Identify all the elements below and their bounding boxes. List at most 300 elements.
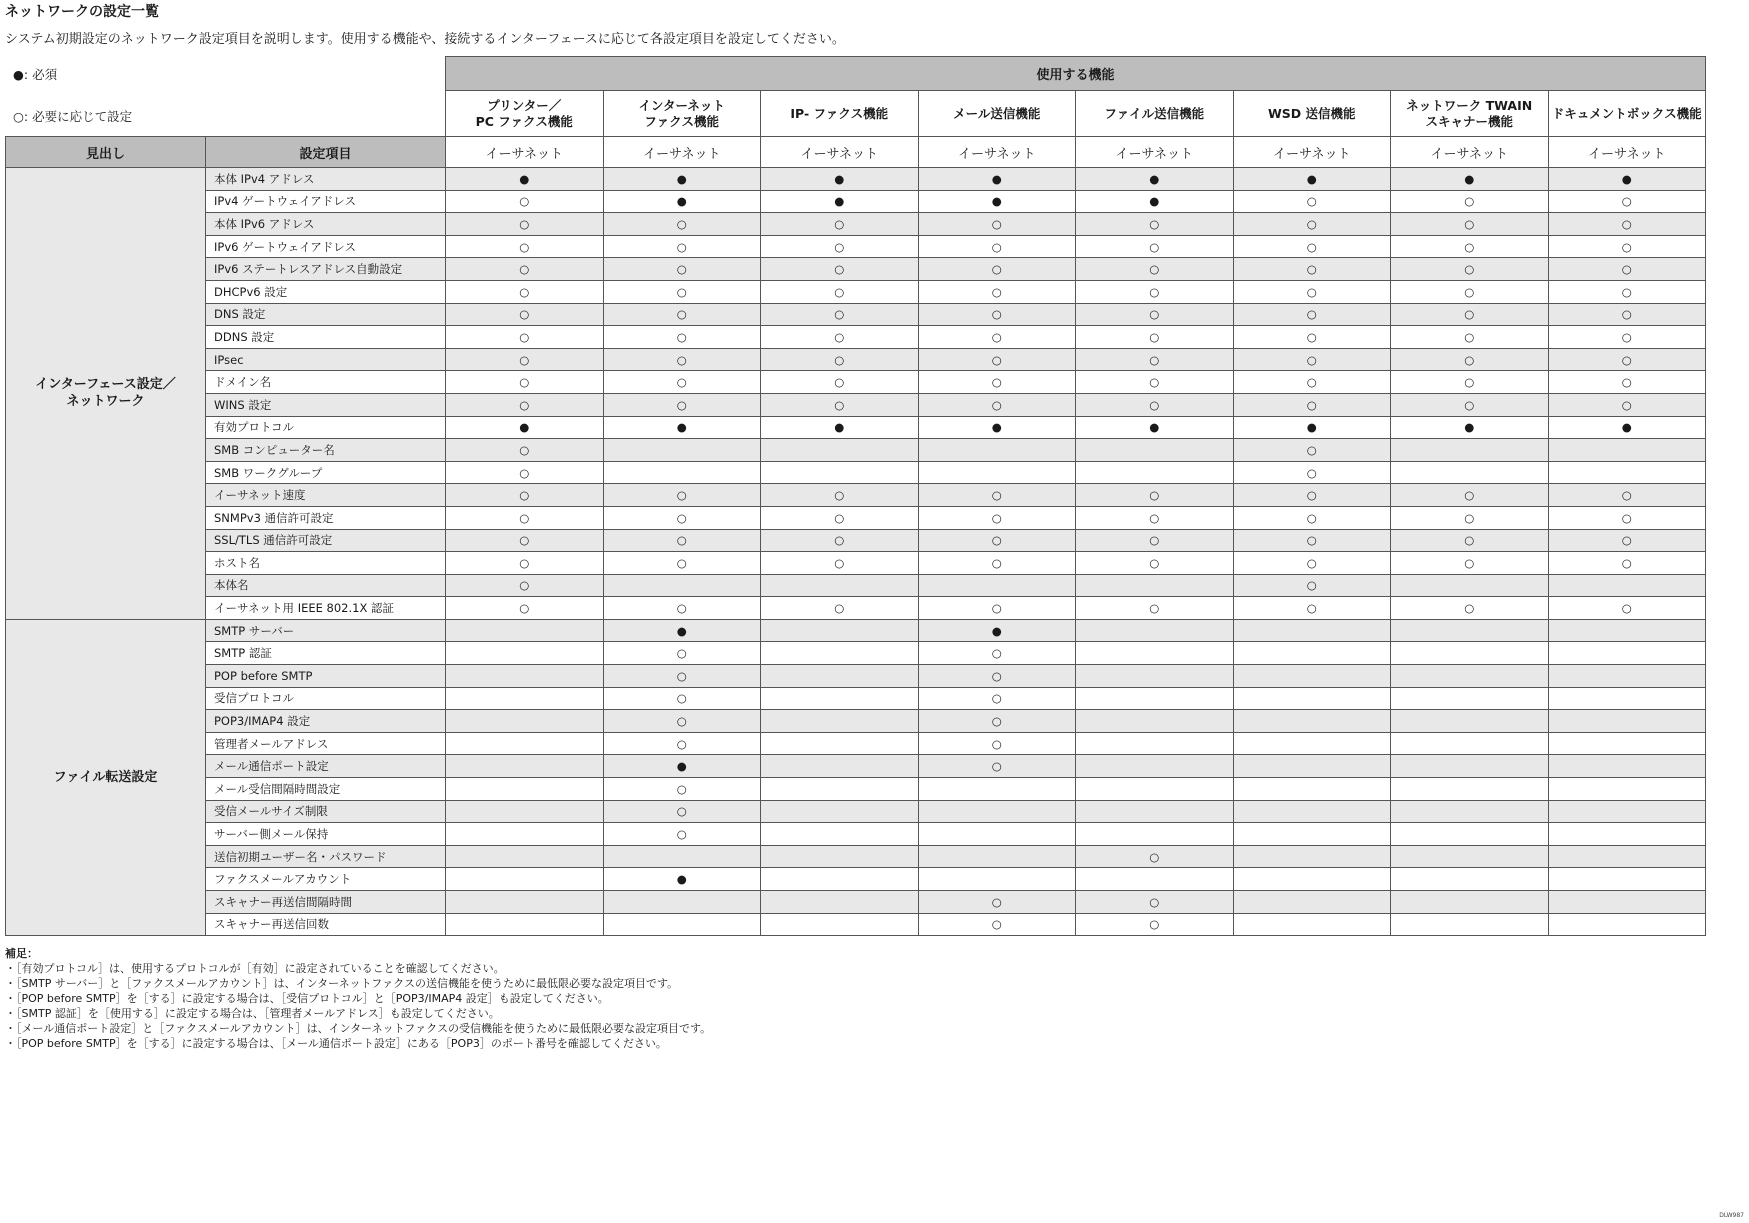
setting-item-label: メール通信ポート設定 bbox=[206, 755, 446, 778]
empty-cell bbox=[446, 800, 604, 823]
optional-mark: ○ bbox=[761, 348, 919, 371]
function-column-label: PC ファクス機能 bbox=[475, 113, 573, 129]
optional-mark: ○ bbox=[1076, 484, 1234, 507]
required-mark: ● bbox=[603, 190, 761, 213]
empty-cell bbox=[1076, 755, 1234, 778]
setting-item-label: SNMPv3 通信許可設定 bbox=[206, 506, 446, 529]
optional-mark: ○ bbox=[761, 597, 919, 620]
required-mark: ● bbox=[761, 168, 919, 191]
table-row bbox=[6, 891, 1706, 914]
empty-cell bbox=[918, 574, 1076, 597]
empty-cell bbox=[1233, 642, 1391, 665]
setting-item-label: SSL/TLS 通信許可設定 bbox=[206, 529, 446, 552]
table-row bbox=[6, 597, 1706, 620]
empty-cell bbox=[918, 800, 1076, 823]
optional-mark: ○ bbox=[1548, 552, 1706, 575]
optional-mark: ○ bbox=[918, 891, 1076, 914]
optional-mark: ○ bbox=[446, 326, 604, 349]
function-column-label: ドキュメントボックス機能 bbox=[1551, 105, 1702, 121]
optional-mark: ○ bbox=[1548, 280, 1706, 303]
setting-item-label: サーバー側メール保持 bbox=[206, 823, 446, 846]
optional-mark: ○ bbox=[1076, 506, 1234, 529]
empty-cell bbox=[446, 891, 604, 914]
legend-optional: ○: 必要に応じて設定 bbox=[13, 109, 133, 124]
setting-item-label: ファクスメールアカウント bbox=[206, 868, 446, 891]
empty-cell bbox=[1076, 642, 1234, 665]
optional-mark: ○ bbox=[1391, 190, 1549, 213]
optional-mark: ○ bbox=[446, 213, 604, 236]
empty-cell bbox=[1076, 732, 1234, 755]
function-column-header bbox=[603, 91, 761, 137]
required-mark: ● bbox=[1391, 416, 1549, 439]
empty-cell bbox=[1548, 665, 1706, 688]
function-column-label: ファイル送信機能 bbox=[1104, 105, 1205, 121]
empty-cell bbox=[761, 665, 919, 688]
empty-cell bbox=[603, 913, 761, 936]
required-mark: ● bbox=[918, 168, 1076, 191]
optional-mark: ○ bbox=[761, 326, 919, 349]
table-row bbox=[6, 461, 1706, 484]
optional-mark: ○ bbox=[603, 371, 761, 394]
required-mark: ● bbox=[603, 868, 761, 891]
optional-mark: ○ bbox=[603, 280, 761, 303]
optional-mark: ○ bbox=[1391, 303, 1549, 326]
setting-item-label: スキャナー再送信間隔時間 bbox=[206, 891, 446, 914]
required-mark: ● bbox=[1233, 416, 1391, 439]
optional-mark: ○ bbox=[446, 393, 604, 416]
function-column-label: ネットワーク TWAIN bbox=[1406, 97, 1533, 113]
table-row bbox=[6, 393, 1706, 416]
optional-mark: ○ bbox=[1391, 280, 1549, 303]
note-line: ・［POP before SMTP］を［する］に設定する場合は、［メール通信ポート設定］にある［POP3］のポート番号を確認してください。 bbox=[5, 1037, 667, 1050]
note-line: ・［メール通信ポート設定］と［ファクスメールアカウント］は、インターネットファクスの受信機能を使うために最低限必要な設定項目です。 bbox=[5, 1022, 712, 1035]
interface-label: イーサネット bbox=[1233, 137, 1391, 168]
empty-cell bbox=[1076, 778, 1234, 801]
empty-cell bbox=[1391, 687, 1549, 710]
empty-cell bbox=[918, 439, 1076, 462]
optional-mark: ○ bbox=[1391, 348, 1549, 371]
table-row bbox=[6, 732, 1706, 755]
table-row bbox=[6, 280, 1706, 303]
empty-cell bbox=[918, 461, 1076, 484]
empty-cell bbox=[1076, 439, 1234, 462]
interface-label: イーサネット bbox=[761, 137, 919, 168]
optional-mark: ○ bbox=[603, 506, 761, 529]
table-row bbox=[6, 235, 1706, 258]
optional-mark: ○ bbox=[603, 687, 761, 710]
setting-item-label: POP3/IMAP4 設定 bbox=[206, 710, 446, 733]
optional-mark: ○ bbox=[446, 574, 604, 597]
empty-cell bbox=[1391, 823, 1549, 846]
optional-mark: ○ bbox=[1548, 303, 1706, 326]
setting-item-label: POP before SMTP bbox=[206, 665, 446, 688]
optional-mark: ○ bbox=[918, 235, 1076, 258]
optional-mark: ○ bbox=[1233, 597, 1391, 620]
optional-mark: ○ bbox=[1233, 529, 1391, 552]
table-row bbox=[6, 529, 1706, 552]
setting-item-label: 本体名 bbox=[206, 574, 446, 597]
empty-cell bbox=[761, 800, 919, 823]
table-row bbox=[6, 642, 1706, 665]
optional-mark: ○ bbox=[603, 235, 761, 258]
optional-mark: ○ bbox=[1391, 258, 1549, 281]
empty-cell bbox=[1391, 800, 1549, 823]
note-line: ・［有効プロトコル］は、使用するプロトコルが［有効］に設定されていることを確認してください。 bbox=[5, 962, 505, 975]
optional-mark: ○ bbox=[1076, 529, 1234, 552]
empty-cell bbox=[761, 823, 919, 846]
setting-item-label: イーサネット用 IEEE 802.1X 認証 bbox=[206, 597, 446, 620]
empty-cell bbox=[1391, 755, 1549, 778]
optional-mark: ○ bbox=[446, 484, 604, 507]
table-row bbox=[6, 190, 1706, 213]
optional-mark: ○ bbox=[1076, 597, 1234, 620]
empty-cell bbox=[761, 461, 919, 484]
optional-mark: ○ bbox=[1233, 393, 1391, 416]
empty-cell bbox=[761, 755, 919, 778]
required-mark: ● bbox=[1076, 190, 1234, 213]
table-row bbox=[6, 868, 1706, 891]
setting-item-label: イーサネット速度 bbox=[206, 484, 446, 507]
optional-mark: ○ bbox=[1548, 393, 1706, 416]
optional-mark: ○ bbox=[918, 393, 1076, 416]
optional-mark: ○ bbox=[918, 755, 1076, 778]
optional-mark: ○ bbox=[1233, 303, 1391, 326]
optional-mark: ○ bbox=[603, 597, 761, 620]
optional-mark: ○ bbox=[1391, 552, 1549, 575]
empty-cell bbox=[1548, 891, 1706, 914]
required-mark: ● bbox=[1076, 168, 1234, 191]
table-row bbox=[6, 800, 1706, 823]
function-column-header bbox=[1076, 91, 1234, 137]
optional-mark: ○ bbox=[761, 303, 919, 326]
empty-cell bbox=[1233, 823, 1391, 846]
empty-cell bbox=[1233, 732, 1391, 755]
setting-item-label: 受信プロトコル bbox=[206, 687, 446, 710]
table-row bbox=[6, 755, 1706, 778]
optional-mark: ○ bbox=[761, 393, 919, 416]
required-mark: ● bbox=[603, 755, 761, 778]
function-column-label: プリンター／ bbox=[487, 97, 562, 113]
empty-cell bbox=[918, 868, 1076, 891]
optional-mark: ○ bbox=[1391, 213, 1549, 236]
empty-cell bbox=[1391, 665, 1549, 688]
optional-mark: ○ bbox=[446, 235, 604, 258]
optional-mark: ○ bbox=[761, 235, 919, 258]
optional-mark: ○ bbox=[603, 303, 761, 326]
optional-mark: ○ bbox=[1233, 235, 1391, 258]
empty-cell bbox=[1548, 461, 1706, 484]
optional-mark: ○ bbox=[1233, 439, 1391, 462]
optional-mark: ○ bbox=[446, 280, 604, 303]
empty-cell bbox=[446, 778, 604, 801]
optional-mark: ○ bbox=[603, 710, 761, 733]
optional-mark: ○ bbox=[603, 665, 761, 688]
optional-mark: ○ bbox=[1233, 461, 1391, 484]
optional-mark: ○ bbox=[446, 371, 604, 394]
optional-mark: ○ bbox=[918, 552, 1076, 575]
empty-cell bbox=[1076, 823, 1234, 846]
optional-mark: ○ bbox=[918, 484, 1076, 507]
optional-mark: ○ bbox=[1548, 213, 1706, 236]
empty-cell bbox=[761, 710, 919, 733]
function-column-header bbox=[918, 91, 1076, 137]
empty-cell bbox=[761, 778, 919, 801]
required-mark: ● bbox=[1391, 168, 1549, 191]
optional-mark: ○ bbox=[446, 190, 604, 213]
optional-mark: ○ bbox=[1391, 235, 1549, 258]
optional-mark: ○ bbox=[603, 326, 761, 349]
empty-cell bbox=[1076, 619, 1234, 642]
optional-mark: ○ bbox=[603, 800, 761, 823]
optional-mark: ○ bbox=[918, 326, 1076, 349]
function-column-header bbox=[761, 91, 919, 137]
table-row bbox=[6, 619, 1706, 642]
optional-mark: ○ bbox=[1233, 506, 1391, 529]
function-header: 使用する機能 bbox=[446, 57, 1706, 91]
empty-cell bbox=[1076, 800, 1234, 823]
table-row bbox=[6, 665, 1706, 688]
empty-cell bbox=[918, 845, 1076, 868]
optional-mark: ○ bbox=[1391, 484, 1549, 507]
empty-cell bbox=[1548, 439, 1706, 462]
optional-mark: ○ bbox=[1233, 371, 1391, 394]
notes bbox=[5, 946, 711, 1051]
optional-mark: ○ bbox=[1076, 213, 1234, 236]
empty-cell bbox=[446, 913, 604, 936]
empty-cell bbox=[446, 755, 604, 778]
setting-item-label: ホスト名 bbox=[206, 552, 446, 575]
optional-mark: ○ bbox=[1548, 484, 1706, 507]
optional-mark: ○ bbox=[761, 280, 919, 303]
table-row bbox=[6, 823, 1706, 846]
empty-cell bbox=[446, 732, 604, 755]
optional-mark: ○ bbox=[603, 484, 761, 507]
required-mark: ● bbox=[1233, 168, 1391, 191]
required-mark: ● bbox=[1076, 416, 1234, 439]
setting-item-label: 送信初期ユーザー名・パスワード bbox=[206, 845, 446, 868]
optional-mark: ○ bbox=[918, 506, 1076, 529]
empty-cell bbox=[446, 687, 604, 710]
empty-cell bbox=[1548, 868, 1706, 891]
function-column-label: ファクス機能 bbox=[644, 113, 720, 129]
legend-required: ●: 必須 bbox=[13, 67, 58, 82]
optional-mark: ○ bbox=[1391, 597, 1549, 620]
figure-code: DLW987 bbox=[1719, 1212, 1744, 1219]
empty-cell bbox=[1233, 800, 1391, 823]
empty-cell bbox=[1548, 710, 1706, 733]
empty-cell bbox=[1548, 687, 1706, 710]
optional-mark: ○ bbox=[1233, 213, 1391, 236]
optional-mark: ○ bbox=[1233, 552, 1391, 575]
empty-cell bbox=[918, 823, 1076, 846]
required-mark: ● bbox=[918, 619, 1076, 642]
optional-mark: ○ bbox=[761, 213, 919, 236]
network-settings-table bbox=[5, 56, 1706, 936]
optional-mark: ○ bbox=[1548, 529, 1706, 552]
section-heading-line: ネットワーク bbox=[66, 394, 145, 410]
empty-cell bbox=[446, 710, 604, 733]
page-title: ネットワークの設定一覧 bbox=[5, 4, 159, 20]
required-mark: ● bbox=[1548, 168, 1706, 191]
empty-cell bbox=[761, 913, 919, 936]
required-mark: ● bbox=[918, 190, 1076, 213]
optional-mark: ○ bbox=[1076, 371, 1234, 394]
interface-label: イーサネット bbox=[1391, 137, 1549, 168]
table-row bbox=[6, 506, 1706, 529]
empty-cell bbox=[1076, 868, 1234, 891]
optional-mark: ○ bbox=[1076, 258, 1234, 281]
optional-mark: ○ bbox=[1233, 574, 1391, 597]
empty-cell bbox=[1076, 574, 1234, 597]
optional-mark: ○ bbox=[761, 371, 919, 394]
optional-mark: ○ bbox=[603, 642, 761, 665]
optional-mark: ○ bbox=[918, 642, 1076, 665]
required-mark: ● bbox=[603, 619, 761, 642]
required-mark: ● bbox=[603, 168, 761, 191]
optional-mark: ○ bbox=[446, 348, 604, 371]
function-column-label: スキャナー機能 bbox=[1425, 113, 1513, 129]
optional-mark: ○ bbox=[446, 461, 604, 484]
optional-mark: ○ bbox=[446, 506, 604, 529]
optional-mark: ○ bbox=[1391, 506, 1549, 529]
table-row bbox=[6, 710, 1706, 733]
optional-mark: ○ bbox=[918, 710, 1076, 733]
setting-item-label: SMB コンピューター名 bbox=[206, 439, 446, 462]
setting-item-label: DNS 設定 bbox=[206, 303, 446, 326]
optional-mark: ○ bbox=[603, 348, 761, 371]
empty-cell bbox=[1548, 845, 1706, 868]
optional-mark: ○ bbox=[1391, 371, 1549, 394]
optional-mark: ○ bbox=[1076, 552, 1234, 575]
optional-mark: ○ bbox=[918, 303, 1076, 326]
empty-cell bbox=[1233, 665, 1391, 688]
empty-cell bbox=[1233, 710, 1391, 733]
optional-mark: ○ bbox=[1076, 891, 1234, 914]
optional-mark: ○ bbox=[918, 258, 1076, 281]
function-column-label: WSD 送信機能 bbox=[1267, 105, 1356, 121]
optional-mark: ○ bbox=[446, 529, 604, 552]
table-row bbox=[6, 687, 1706, 710]
empty-cell bbox=[1548, 642, 1706, 665]
optional-mark: ○ bbox=[603, 732, 761, 755]
table-row bbox=[6, 168, 1706, 191]
optional-mark: ○ bbox=[1076, 235, 1234, 258]
required-mark: ● bbox=[446, 168, 604, 191]
empty-cell bbox=[1548, 619, 1706, 642]
note-line: ・［POP before SMTP］を［する］に設定する場合は、［受信プロトコル］と［POP3/IMAP4 設定］も設定してください。 bbox=[5, 992, 609, 1005]
optional-mark: ○ bbox=[1076, 303, 1234, 326]
empty-cell bbox=[1548, 732, 1706, 755]
heading-column-header: 見出し bbox=[6, 137, 206, 168]
table-row bbox=[6, 371, 1706, 394]
function-column-header bbox=[1391, 91, 1549, 137]
table-row bbox=[6, 326, 1706, 349]
setting-item-label: SMTP 認証 bbox=[206, 642, 446, 665]
table-row bbox=[6, 484, 1706, 507]
optional-mark: ○ bbox=[918, 665, 1076, 688]
legend-area bbox=[6, 57, 446, 137]
table-row bbox=[6, 778, 1706, 801]
optional-mark: ○ bbox=[1391, 326, 1549, 349]
empty-cell bbox=[1391, 868, 1549, 891]
empty-cell bbox=[1233, 845, 1391, 868]
optional-mark: ○ bbox=[1233, 190, 1391, 213]
interface-label: イーサネット bbox=[1076, 137, 1234, 168]
optional-mark: ○ bbox=[1076, 348, 1234, 371]
table-row bbox=[6, 552, 1706, 575]
empty-cell bbox=[1233, 778, 1391, 801]
function-column-label: インターネット bbox=[638, 97, 725, 113]
optional-mark: ○ bbox=[1076, 326, 1234, 349]
optional-mark: ○ bbox=[603, 778, 761, 801]
setting-item-label: IPv4 ゲートウェイアドレス bbox=[206, 190, 446, 213]
optional-mark: ○ bbox=[1076, 845, 1234, 868]
interface-label: イーサネット bbox=[446, 137, 604, 168]
empty-cell bbox=[446, 642, 604, 665]
empty-cell bbox=[761, 891, 919, 914]
empty-cell bbox=[446, 619, 604, 642]
table-row bbox=[6, 845, 1706, 868]
table-row bbox=[6, 913, 1706, 936]
note-line: ・［SMTP 認証］を［使用する］に設定する場合は、［管理者メールアドレス］も設定してください。 bbox=[5, 1007, 500, 1020]
optional-mark: ○ bbox=[761, 258, 919, 281]
section-heading bbox=[6, 168, 206, 620]
empty-cell bbox=[1233, 687, 1391, 710]
setting-item-label: SMTP サーバー bbox=[206, 619, 446, 642]
note-line: ・［SMTP サーバー］と［ファクスメールアカウント］は、インターネットファクスの送信機能を使うために最低限必要な設定項目です。 bbox=[5, 977, 679, 990]
item-column-header: 設定項目 bbox=[206, 137, 446, 168]
optional-mark: ○ bbox=[446, 303, 604, 326]
setting-item-label: メール受信間隔時間設定 bbox=[206, 778, 446, 801]
optional-mark: ○ bbox=[603, 213, 761, 236]
interface-label: イーサネット bbox=[603, 137, 761, 168]
empty-cell bbox=[1233, 619, 1391, 642]
optional-mark: ○ bbox=[761, 529, 919, 552]
table-row bbox=[6, 303, 1706, 326]
empty-cell bbox=[446, 868, 604, 891]
optional-mark: ○ bbox=[1391, 393, 1549, 416]
empty-cell bbox=[1391, 461, 1549, 484]
optional-mark: ○ bbox=[1233, 484, 1391, 507]
optional-mark: ○ bbox=[446, 258, 604, 281]
empty-cell bbox=[1076, 710, 1234, 733]
empty-cell bbox=[1391, 619, 1549, 642]
optional-mark: ○ bbox=[446, 552, 604, 575]
setting-item-label: SMB ワークグループ bbox=[206, 461, 446, 484]
empty-cell bbox=[1548, 778, 1706, 801]
section-heading-line: ファイル転送設定 bbox=[53, 770, 158, 786]
table-row bbox=[6, 258, 1706, 281]
optional-mark: ○ bbox=[918, 687, 1076, 710]
optional-mark: ○ bbox=[603, 552, 761, 575]
empty-cell bbox=[1548, 913, 1706, 936]
table-row bbox=[6, 348, 1706, 371]
setting-item-label: ドメイン名 bbox=[206, 371, 446, 394]
empty-cell bbox=[761, 868, 919, 891]
required-mark: ● bbox=[1548, 416, 1706, 439]
function-column-header bbox=[1548, 91, 1706, 137]
optional-mark: ○ bbox=[1548, 190, 1706, 213]
optional-mark: ○ bbox=[1233, 348, 1391, 371]
optional-mark: ○ bbox=[603, 529, 761, 552]
optional-mark: ○ bbox=[761, 552, 919, 575]
optional-mark: ○ bbox=[918, 529, 1076, 552]
intro-text: システム初期設定のネットワーク設定項目を説明します。使用する機能や、接続するインターフェースに応じて各設定項目を設定してください。 bbox=[5, 32, 845, 47]
empty-cell bbox=[761, 439, 919, 462]
optional-mark: ○ bbox=[918, 371, 1076, 394]
optional-mark: ○ bbox=[603, 258, 761, 281]
empty-cell bbox=[1548, 823, 1706, 846]
